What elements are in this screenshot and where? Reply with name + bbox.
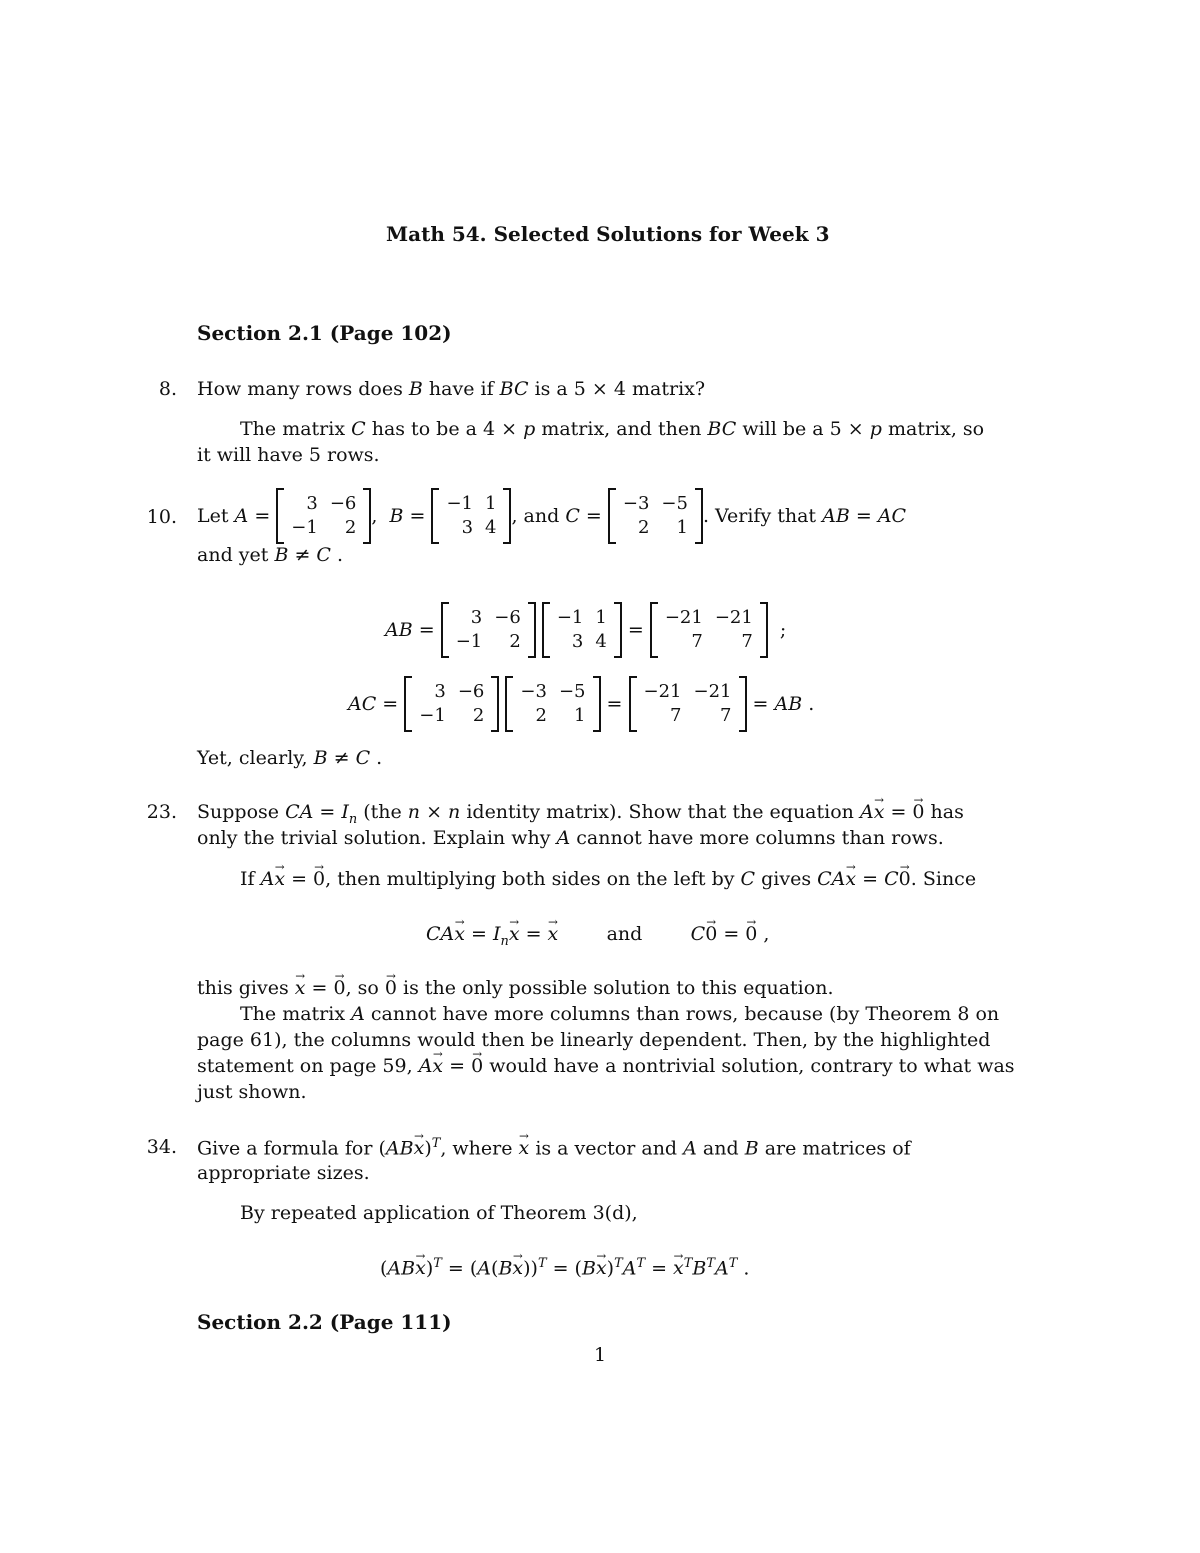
problem-10-conclusion: Yet, clearly, B ≠ C .	[197, 747, 383, 769]
equation-ab: AB = 3 −6 −1 2 −1 1 3 4 = −21 −21 7 7 ;	[385, 607, 787, 652]
problem-10-question-line2: and yet B ≠ C .	[197, 544, 344, 566]
problem-34-question-line2: appropriate sizes.	[197, 1162, 370, 1184]
problem-23-answer-line1: If Ax → = 0 →, then multiplying both sides on the left by C gives CAx → = C0 →. Since	[240, 870, 976, 889]
matrix-c: −3 −5 2 1	[608, 492, 703, 540]
problem-8-answer-line2: it will have 5 rows.	[197, 444, 380, 466]
problem-23-question-line2: only the trivial solution. Explain why A cannot have more columns than rows.	[197, 827, 944, 849]
matrix-a: 3 −6 −1 2	[276, 492, 371, 540]
problem-34-question-line1: Give a formula for (ABx →)$^T$, where x → is a vector and A and B are matrices of	[197, 1138, 911, 1158]
page-number: 1	[594, 1344, 607, 1366]
problem-number: 10.	[146, 506, 177, 528]
matrix-b: −1 1 3 4	[431, 492, 511, 540]
section-heading: Section 2.2 (Page 111)	[197, 1310, 452, 1334]
problem-34-answer-line1: By repeated application of Theorem 3(d),	[240, 1202, 638, 1224]
problem-number: 34.	[146, 1136, 177, 1158]
problem-number: 8.	[158, 378, 177, 400]
problem-10-question: Let A = 3 −6 −1 2 , B = −1 1 3 4 , and C = −3 −5 2 1 . Verify that AB = AC	[197, 493, 907, 538]
problem-23-answer-line2: this gives x → = 0 →, so 0 → is the only possible solution to this equation.	[197, 979, 833, 998]
problem-8-answer-line1: The matrix C has to be a 4 × p matrix, and then BC will be a 5 × p matrix, so	[240, 418, 985, 440]
problem-8-question: How many rows does B have if BC is a 5 × 4 matrix?	[197, 378, 706, 400]
equation-ac: AC = 3 −6 −1 2 −3 −5 2 1 = −21 −21 7 7 = AB .	[348, 681, 815, 726]
problem-23-answer-line3: The matrix A cannot have more columns than rows, because (by Theorem 8 on	[240, 1003, 1000, 1025]
problem-23-answer-line6: just shown.	[197, 1081, 307, 1103]
page-title: Math 54. Selected Solutions for Week 3	[386, 222, 830, 246]
problem-23-answer-line4: page 61), the columns would then be linearly dependent. Then, by the highlighted	[197, 1029, 991, 1051]
problem-23-question-line1: Suppose CA = $I_n$ (the n × n identity matrix). Show that the equation Ax → = 0 → has	[197, 803, 964, 827]
problem-23-answer-line5: statement on page 59, Ax → = 0 → would have a nontrivial solution, contrary to what was	[197, 1057, 1015, 1076]
problem-number: 23.	[146, 801, 177, 823]
problem-34-display: $(ABx \to)^T = (A(Bx \to))^T = (Bx \to)^TA^T = x \to^TB^TA^T$ .	[380, 1258, 749, 1278]
section-heading: Section 2.1 (Page 102)	[197, 321, 452, 345]
problem-23-display: CAx → = $I_nx$ → = x → and C0 → = 0 → ,	[426, 925, 769, 949]
